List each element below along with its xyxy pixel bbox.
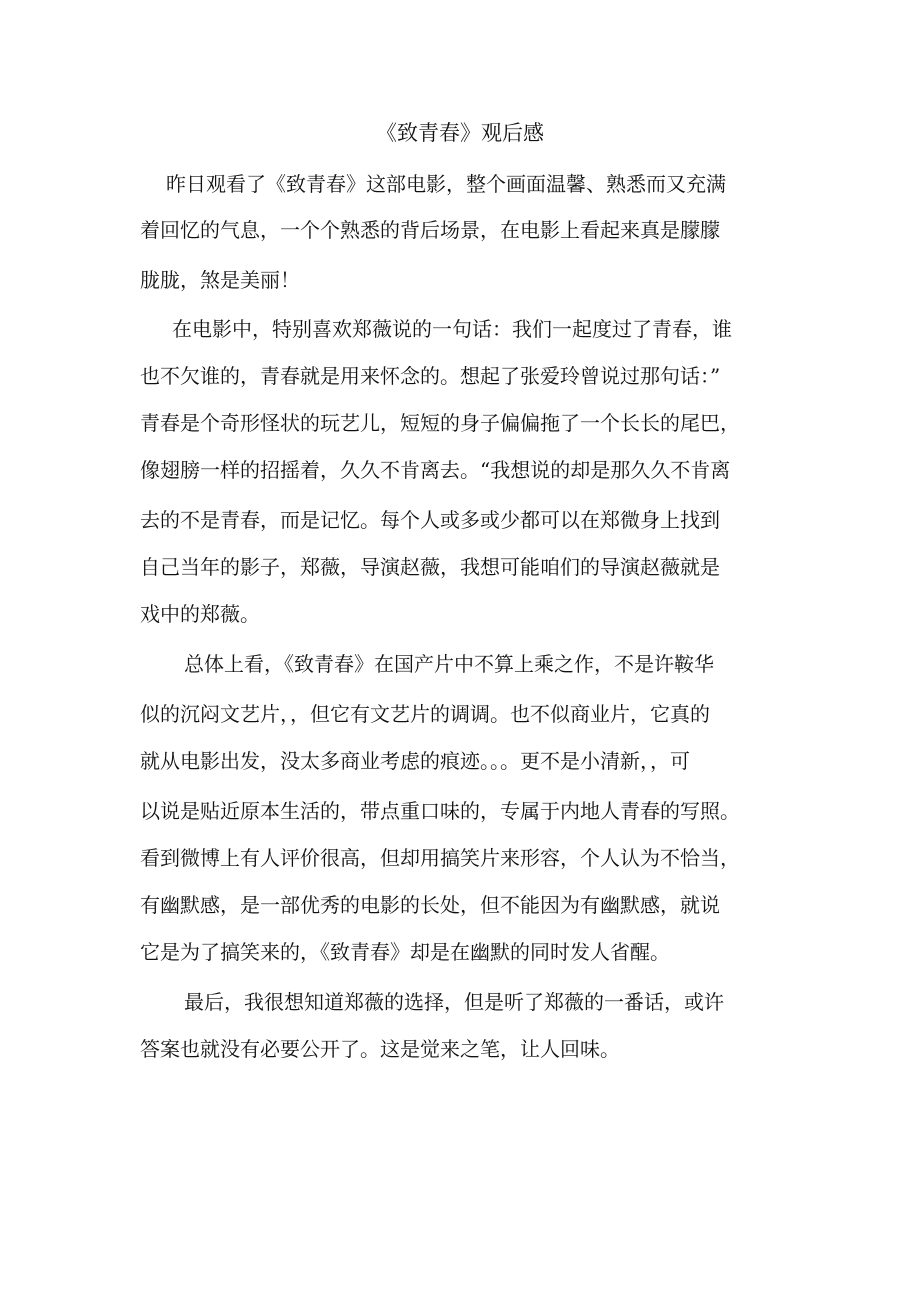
paragraph-1-line-1: 昨日观看了《致青春》这部电影，整个画面温馨、熟悉而又充满 bbox=[166, 172, 726, 196]
paragraph-3-line-5: 看到微博上有人评价很高，但却用搞笑片来形容，个人认为不恰当， bbox=[140, 846, 740, 870]
paragraph-1-line-2: 着回忆的气息，一个个熟悉的背后场景，在电影上看起来真是朦朦 bbox=[140, 218, 720, 242]
paragraph-4-line-2: 答案也就没有必要公开了。这是觉来之笔，让人回味。 bbox=[140, 1037, 620, 1061]
paragraph-3-line-1: 总体上看，《致青春》在国产片中不算上乘之作，不是许鞍华 bbox=[184, 652, 714, 676]
document-title: 《致青春》观后感 bbox=[376, 121, 544, 145]
paragraph-2-line-2: 也不欠谁的，青春就是用来怀念的。想起了张爱玲曾说过那句话：” bbox=[140, 364, 721, 388]
paragraph-2-line-1: 在电影中，特别喜欢郑薇说的一句话：我们一起度过了青春，谁 bbox=[172, 317, 732, 341]
paragraph-3-line-2: 似的沉闷文艺片，，但它有文艺片的调调。也不似商业片，它真的 bbox=[140, 702, 710, 726]
paragraph-3-line-3: 就从电影出发，没太多商业考虑的痕迹。。。更不是小清新，，可 bbox=[140, 749, 690, 773]
paragraph-3-line-6: 有幽默感，是一部优秀的电影的长处，但不能因为有幽默感，就说 bbox=[140, 893, 720, 917]
paragraph-1-line-3: 胧胧，煞是美丽！ bbox=[140, 268, 300, 292]
paragraph-4-line-1: 最后，我很想知道郑薇的选择，但是听了郑薇的一番话，或许 bbox=[184, 990, 724, 1014]
paragraph-2-line-7: 戏中的郑薇。 bbox=[140, 602, 260, 626]
paragraph-2-line-6: 自己当年的影子，郑薇，导演赵薇，我想可能咱们的导演赵薇就是 bbox=[140, 555, 720, 579]
paragraph-3-line-7: 它是为了搞笑来的，《致青春》却是在幽默的同时发人省醒。 bbox=[140, 940, 670, 964]
paragraph-2-line-3: 青春是个奇形怪状的玩艺儿，短短的身子偏偏拖了一个长长的尾巴， bbox=[140, 411, 740, 435]
paragraph-2-line-4: 像翅膀一样的招摇着，久久不肯离去。“我想说的却是那久久不肯离 bbox=[140, 458, 731, 482]
paragraph-2-line-5: 去的不是青春，而是记忆。每个人或多或少都可以在郑微身上找到 bbox=[140, 508, 720, 532]
paragraph-3-line-4: 以说是贴近原本生活的，带点重口味的，专属于内地人青春的写照。 bbox=[140, 799, 740, 823]
